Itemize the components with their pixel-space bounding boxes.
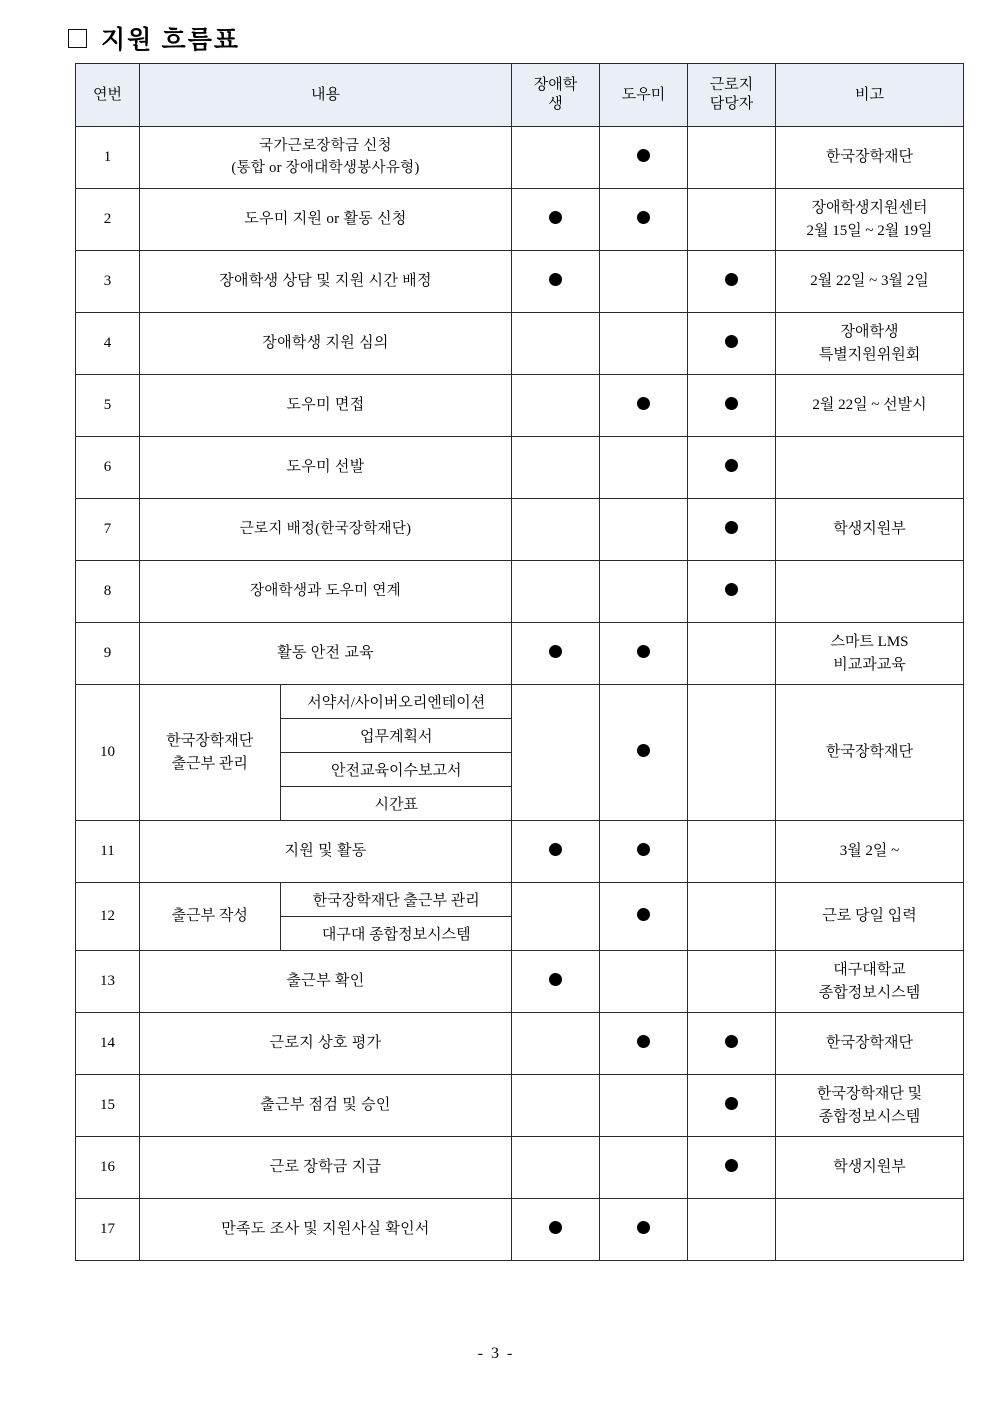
section-heading: [68, 20, 240, 56]
sub-row: [140, 685, 512, 719]
dot-marker: [637, 908, 650, 921]
cell-subitem: 한국장학재단 출근부 관리: [280, 883, 512, 917]
cell-manager: [688, 437, 776, 499]
cell-no: 9: [76, 623, 140, 685]
content-line1: 장애학생 지원 심의: [262, 335, 389, 352]
cell-student: [512, 189, 600, 251]
cell-manager: [688, 1013, 776, 1075]
note-line2: 2월 15일 ~ 2월 19일: [806, 222, 933, 239]
cell-helper: [600, 623, 688, 685]
cell-student: [512, 561, 600, 623]
cell-helper: [600, 821, 688, 883]
content-line1: 국가근로장학금 신청: [259, 137, 392, 154]
cell-no: 2: [76, 189, 140, 251]
cell-note: [776, 189, 964, 251]
cell-manager: [688, 951, 776, 1013]
note-line1: 장애학생지원센터: [811, 200, 928, 216]
cell-note: 한국장학재단: [776, 685, 964, 821]
note-line1: 한국장학재단 및: [816, 1086, 923, 1102]
header-manager-line2: 담당자: [709, 96, 754, 112]
note-line1: 한국장학재단: [826, 149, 913, 166]
cell-helper: [600, 1075, 688, 1137]
content-line1: 도우미 지원 or 활동 신청: [244, 211, 407, 228]
cell-content-label: [140, 685, 280, 820]
cell-no: 7: [76, 499, 140, 561]
support-flow-table: [75, 63, 964, 1261]
cell-helper: [600, 883, 688, 951]
cell-subitem: 대구대 종합정보시스템: [280, 917, 512, 951]
cell-content: [140, 623, 512, 685]
cell-content: 지원 및 활동: [140, 821, 512, 883]
cell-no: 16: [76, 1137, 140, 1199]
table-body: [76, 127, 964, 1261]
cell-no: 1: [76, 127, 140, 189]
table-header-row: [76, 64, 964, 127]
cell-helper: [600, 951, 688, 1013]
cell-student: [512, 127, 600, 189]
content-line1: 근로지 배정(한국장학재단): [239, 520, 412, 537]
cell-manager: [688, 499, 776, 561]
cell-content: [140, 251, 512, 313]
cell-helper: [600, 251, 688, 313]
note-line1: 스마트 LMS: [830, 634, 909, 650]
cell-student: [512, 437, 600, 499]
content-line1: 활동 안전 교육: [277, 645, 374, 662]
cell-student: [512, 1013, 600, 1075]
table-row: [76, 375, 964, 437]
dot-marker: [725, 459, 738, 472]
dot-marker: [637, 149, 650, 162]
cell-manager: [688, 375, 776, 437]
dot-marker: [725, 1159, 738, 1172]
cell-helper: [600, 561, 688, 623]
cell-student: [512, 313, 600, 375]
cell-note: 학생지원부: [776, 1137, 964, 1199]
note-line2: 특별지원위원회: [818, 346, 921, 363]
table-row: [76, 251, 964, 313]
dot-marker: [549, 211, 562, 224]
note-line2: 비교과교육: [833, 656, 906, 673]
cell-no: 6: [76, 437, 140, 499]
dot-marker: [725, 583, 738, 596]
header-student-line1: 장애학: [533, 77, 578, 94]
cell-note: [776, 127, 964, 189]
cell-manager: [688, 623, 776, 685]
cell-helper: [600, 189, 688, 251]
table-row: [76, 499, 964, 561]
cell-helper: [600, 1199, 688, 1261]
table-header: [76, 64, 964, 127]
sub-table: [140, 685, 512, 820]
content-line1: 도우미 선발: [286, 459, 365, 476]
cell-content-split: [140, 883, 512, 951]
cell-note: [776, 1075, 964, 1137]
note-line2: 종합정보시스템: [818, 984, 921, 1001]
cell-helper: [600, 1013, 688, 1075]
cell-student: [512, 1137, 600, 1199]
dot-marker: [549, 973, 562, 986]
cell-student: [512, 1075, 600, 1137]
table-row: [76, 1075, 964, 1137]
table-row: [76, 623, 964, 685]
cell-student: [512, 685, 600, 821]
dot-marker: [637, 1221, 650, 1234]
dot-marker: [637, 397, 650, 410]
cell-manager: [688, 251, 776, 313]
content-line1: 장애학생 상담 및 지원 시간 배정: [219, 273, 432, 290]
dot-marker: [725, 1097, 738, 1110]
cell-subitem: 안전교육이수보고서: [280, 753, 512, 787]
dot-marker: [725, 397, 738, 410]
header-manager: [688, 64, 776, 127]
content-line1: 도우미 면접: [286, 397, 365, 414]
cell-student: [512, 375, 600, 437]
cell-content: [140, 437, 512, 499]
cell-manager: [688, 1137, 776, 1199]
cell-note: [776, 499, 964, 561]
note-line1: 학생지원부: [833, 521, 906, 538]
cell-no: 12: [76, 883, 140, 951]
dot-marker: [549, 843, 562, 856]
cell-content: 출근부 점검 및 승인: [140, 1075, 512, 1137]
dot-marker: [637, 1035, 650, 1048]
note-line1: 2월 22일 ~ 선발시: [812, 397, 927, 414]
cell-helper: [600, 375, 688, 437]
cell-helper: [600, 313, 688, 375]
cell-note: [776, 251, 964, 313]
cell-manager: [688, 313, 776, 375]
cell-content: 근로 장학금 지급: [140, 1137, 512, 1199]
cell-note: 한국장학재단: [776, 1013, 964, 1075]
table-row: [76, 1013, 964, 1075]
table-row: [76, 189, 964, 251]
cell-content-label: 출근부 작성: [140, 883, 280, 950]
cell-no: 13: [76, 951, 140, 1013]
cell-note: [776, 951, 964, 1013]
header-student-line2: 생: [548, 96, 563, 112]
note-line2: 종합정보시스템: [818, 1108, 921, 1125]
cell-helper: [600, 1137, 688, 1199]
cell-student: [512, 623, 600, 685]
cell-manager: [688, 1075, 776, 1137]
content-line2: (통합 or 장애대학생봉사유형): [231, 159, 420, 176]
page-title: 지원 흐름표: [101, 27, 241, 54]
header-note: 비고: [776, 64, 964, 127]
sub-row: [140, 883, 512, 917]
dot-marker: [637, 645, 650, 658]
cell-no: 17: [76, 1199, 140, 1261]
cell-student: [512, 1199, 600, 1261]
dot-marker: [725, 521, 738, 534]
cell-manager: [688, 883, 776, 951]
cell-manager: [688, 1199, 776, 1261]
label-line1: 한국장학재단: [166, 733, 254, 749]
cell-no: 11: [76, 821, 140, 883]
cell-manager: [688, 685, 776, 821]
cell-note: [776, 437, 964, 499]
cell-subitem: 서약서/사이버오리엔테이션: [280, 685, 512, 719]
cell-note: [776, 623, 964, 685]
cell-manager: [688, 561, 776, 623]
table-row: [76, 313, 964, 375]
cell-helper: [600, 685, 688, 821]
content-line1: 장애학생과 도우미 연계: [250, 582, 401, 599]
dot-marker: [549, 645, 562, 658]
cell-helper: [600, 499, 688, 561]
cell-content: [140, 499, 512, 561]
cell-content: 만족도 조사 및 지원사실 확인서: [140, 1199, 512, 1261]
dot-marker: [637, 843, 650, 856]
table-row: [76, 561, 964, 623]
cell-note: 근로 당일 입력: [776, 883, 964, 951]
header-manager-line1: 근로지: [709, 77, 754, 94]
cell-no: 3: [76, 251, 140, 313]
cell-no: 4: [76, 313, 140, 375]
cell-no: 15: [76, 1075, 140, 1137]
header-content: 내용: [140, 64, 512, 127]
note-line1: 대구대학교: [833, 962, 906, 978]
table-row: [76, 821, 964, 883]
header-helper: 도우미: [600, 64, 688, 127]
cell-note: 3월 2일 ~: [776, 821, 964, 883]
cell-content: [140, 375, 512, 437]
cell-helper: [600, 437, 688, 499]
table-row: [76, 951, 964, 1013]
cell-manager: [688, 189, 776, 251]
header-no: 연번: [76, 64, 140, 127]
cell-no: 10: [76, 685, 140, 821]
cell-content: [140, 127, 512, 189]
sub-table: [140, 883, 512, 950]
cell-manager: [688, 127, 776, 189]
square-bullet-icon: [68, 29, 87, 48]
cell-subitem: 시간표: [280, 787, 512, 821]
dot-marker: [725, 1035, 738, 1048]
cell-content: [140, 561, 512, 623]
cell-content-split: [140, 685, 512, 821]
table-row: [76, 1199, 964, 1261]
cell-note: [776, 1199, 964, 1261]
header-student: [512, 64, 600, 127]
note-line1: 2월 22일 ~ 3월 2일: [810, 273, 929, 290]
table-row: [76, 437, 964, 499]
dot-marker: [549, 1221, 562, 1234]
cell-subitem: 업무계획서: [280, 719, 512, 753]
dot-marker: [725, 335, 738, 348]
table-row: [76, 1137, 964, 1199]
cell-student: [512, 821, 600, 883]
dot-marker: [637, 744, 650, 757]
cell-manager: [688, 821, 776, 883]
cell-content: 근로지 상호 평가: [140, 1013, 512, 1075]
cell-student: [512, 251, 600, 313]
dot-marker: [637, 211, 650, 224]
table-row: [76, 127, 964, 189]
cell-content: [140, 189, 512, 251]
cell-no: 5: [76, 375, 140, 437]
cell-note: [776, 313, 964, 375]
cell-no: 8: [76, 561, 140, 623]
cell-note: [776, 375, 964, 437]
cell-no: 14: [76, 1013, 140, 1075]
cell-student: [512, 883, 600, 951]
cell-content: [140, 313, 512, 375]
label-line2: 출근부 관리: [171, 755, 248, 772]
cell-note: [776, 561, 964, 623]
cell-helper: [600, 127, 688, 189]
dot-marker: [725, 273, 738, 286]
cell-student: [512, 499, 600, 561]
page-number: - 3 -: [477, 1345, 515, 1362]
note-line1: 장애학생: [840, 324, 899, 340]
cell-content: 출근부 확인: [140, 951, 512, 1013]
dot-marker: [549, 273, 562, 286]
cell-student: [512, 951, 600, 1013]
